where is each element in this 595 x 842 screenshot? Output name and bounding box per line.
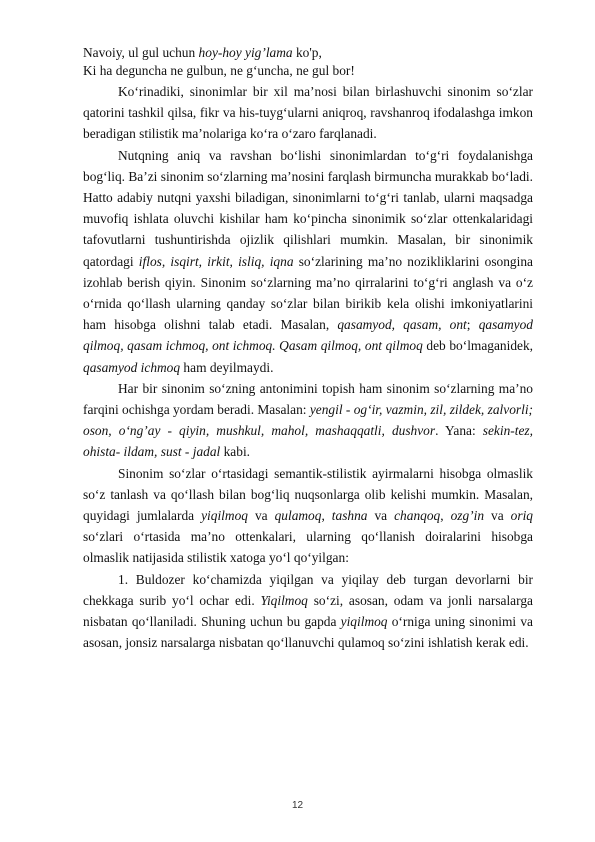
verse-text: ko'p, xyxy=(292,45,322,60)
italic-text: yiqilmoq xyxy=(201,508,248,524)
text: so‘zlarining ma’no nozikliklarini osongina izohlab berish qiyin. Sinonim so‘zlarning ma’no qirralarini to‘g‘ri anglash va o‘z o‘rnida qo‘llash ularning qanday so‘zlar bilan birikib kela olishi imkoniyatlarini ham hisobga olishni talab etadi. Masalan, xyxy=(83,253,533,333)
paragraph-1: Ko‘rinadiki, sinonimlar bir xil ma’nosi bilan birlashuvchi sinonim so‘zlar qatorini tashkil qilsa, fikr va his-tuyg‘ularni aniqroq, ravshanroq ifodalashga imkon beradigan stilistik ma’nolariga ko‘ra o‘zaro farqlanadi. xyxy=(83,84,533,142)
text: so‘zlari o‘rtasida ma’no ottenkalari, ularning qo‘llanish doiralarini hisobga olmaslik natijasida stilistik xatoga yo‘l qo‘yilgan: xyxy=(83,529,533,566)
page-number: 12 xyxy=(291,800,304,811)
italic-text: yiqilmoq xyxy=(340,614,388,630)
text: va xyxy=(247,508,275,524)
verse-text: Navoiy, ul gul uchun xyxy=(83,45,199,60)
text: , xyxy=(440,508,451,524)
italic-text: oriq xyxy=(510,508,533,524)
paragraph-3 xyxy=(83,378,533,463)
italic-text: sekin-tez, ohista- ildam, sust - jadal xyxy=(83,423,533,460)
text: so‘zi, asosan, odam va jonli narsalarga nisbatan qo‘llaniladi. Shuning uchun bu gapda xyxy=(83,592,533,630)
paragraph-2 xyxy=(83,145,533,378)
text: . Yana: xyxy=(435,423,483,439)
text: deb bo‘lmaganidek, xyxy=(422,338,534,354)
italic-text: iflos, isqirt, irkit, isliq, iqna xyxy=(138,253,294,269)
document-body xyxy=(83,44,533,653)
text: , xyxy=(321,508,332,524)
italic-text: chanqoq xyxy=(394,508,441,524)
text: va xyxy=(367,508,395,524)
verse-line-2: Ki ha deguncha ne gulbun, ne g‘uncha, ne gul bor! xyxy=(83,63,355,78)
text: ; xyxy=(466,317,479,333)
text: va xyxy=(484,508,511,524)
verse-italic: hoy-hoy yig’lama xyxy=(198,45,293,60)
paragraph-4 xyxy=(83,463,533,569)
text: kabi. xyxy=(220,444,251,460)
italic-text: qasamyod qilmoq, qasam ichmoq, ont ichmoq. Qasam qilmoq, ont qilmoq xyxy=(83,317,533,354)
italic-text: tashna xyxy=(331,508,368,524)
italic-text: ozg’in xyxy=(450,508,485,524)
paragraph-5 xyxy=(83,569,533,654)
text: ham deyilmaydi. xyxy=(180,359,274,375)
text: Har bir sinonim so‘zning antonimini topish ham sinonim so‘zlarning ma’no farqini ochishga yordam beradi. Masalan: xyxy=(83,380,533,418)
text: Sinonim so‘zlar o‘rtasidagi semantik-stilistik ayirmalarni hisobga olmaslik so‘z tanlash va qo‘llash bilan bog‘liq nuqsonlarga olib kelishi mumkin. Masalan, quyidagi jumlalarda xyxy=(83,465,533,524)
text: Nutqning aniq va ravshan bo‘lishi sinonimlardan to‘g‘ri foydalanishga bog‘liq. Ba’zi sinonim so‘zlarning ma’nosini farqlash birmuncha murakkab bo‘ladi. Hatto adabiy nutqni yaxshi biladigan, sinonimlarni to‘g‘ri tanlab, ularni maqsadga muvofiq ishlata oluvchi kishilar ham ko‘pincha sinonimik so‘zlar ottenkalaridagi tafovutlarni tushuntirishda ojizlik qilishlari mumkin. Masalan, bir sinonimik qatordagi xyxy=(83,147,533,269)
text: o‘rniga uning sinonimi va asosan, jonsiz narsalarga nisbatan qo‘llanuvchi qulamoq so‘zini ishlatish kerak edi. xyxy=(83,614,533,651)
italic-text: qasamyod, qasam, ont xyxy=(337,317,467,333)
italic-text: qasamyod ichmoq xyxy=(83,359,181,375)
italic-text: yengil - og‘ir, vazmin, zil, zildek, zalvorli; oson, o‘ng’ay - qiyin, mushkul, mahol, mashaqqatli, dushvor xyxy=(83,402,534,439)
verse-line-1 xyxy=(83,44,533,62)
text: 1. Buldozer ko‘chamizda yiqilgan va yiqilay deb turgan devorlarni bir chekkaga surib yo‘l ochar edi. xyxy=(83,571,533,608)
italic-text: Yiqilmoq xyxy=(260,592,308,608)
italic-text: qulamoq xyxy=(274,508,322,524)
